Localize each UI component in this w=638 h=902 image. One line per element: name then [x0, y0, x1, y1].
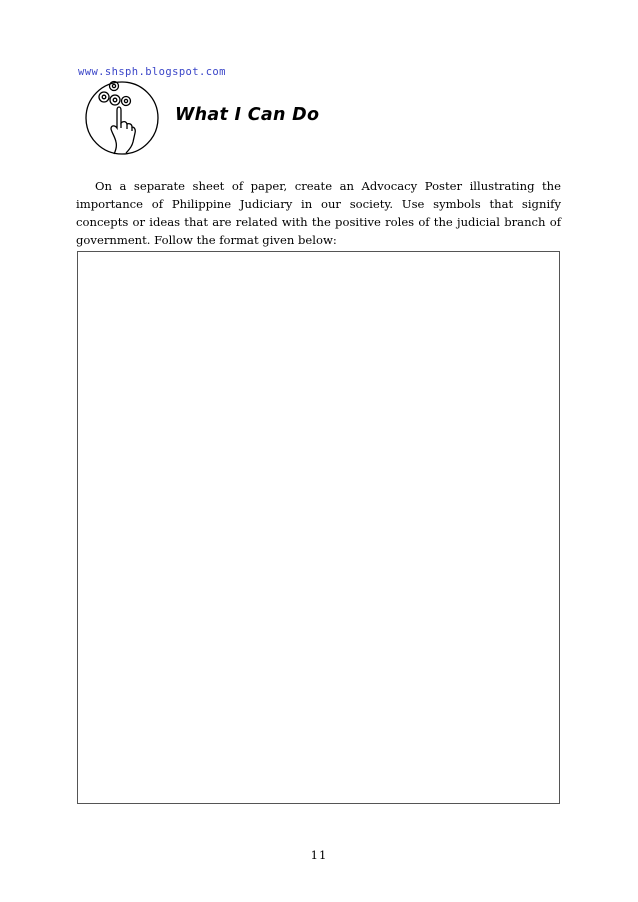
instructions-paragraph: On a separate sheet of paper, create an Advocacy Poster illustrating the importance of Philippine Judiciary in our society. Use symbols that signify concepts or ideas that are related with the positive roles of the judicial branch of government. Follow the format given below:: [76, 179, 561, 247]
hand-pointing-gears-icon: [84, 80, 160, 156]
page-number: 11: [310, 848, 328, 862]
website-watermark: www.shsph.blogspot.com: [78, 66, 226, 78]
poster-drawing-area: [77, 251, 560, 804]
section-title: What I Can Do: [175, 105, 320, 125]
